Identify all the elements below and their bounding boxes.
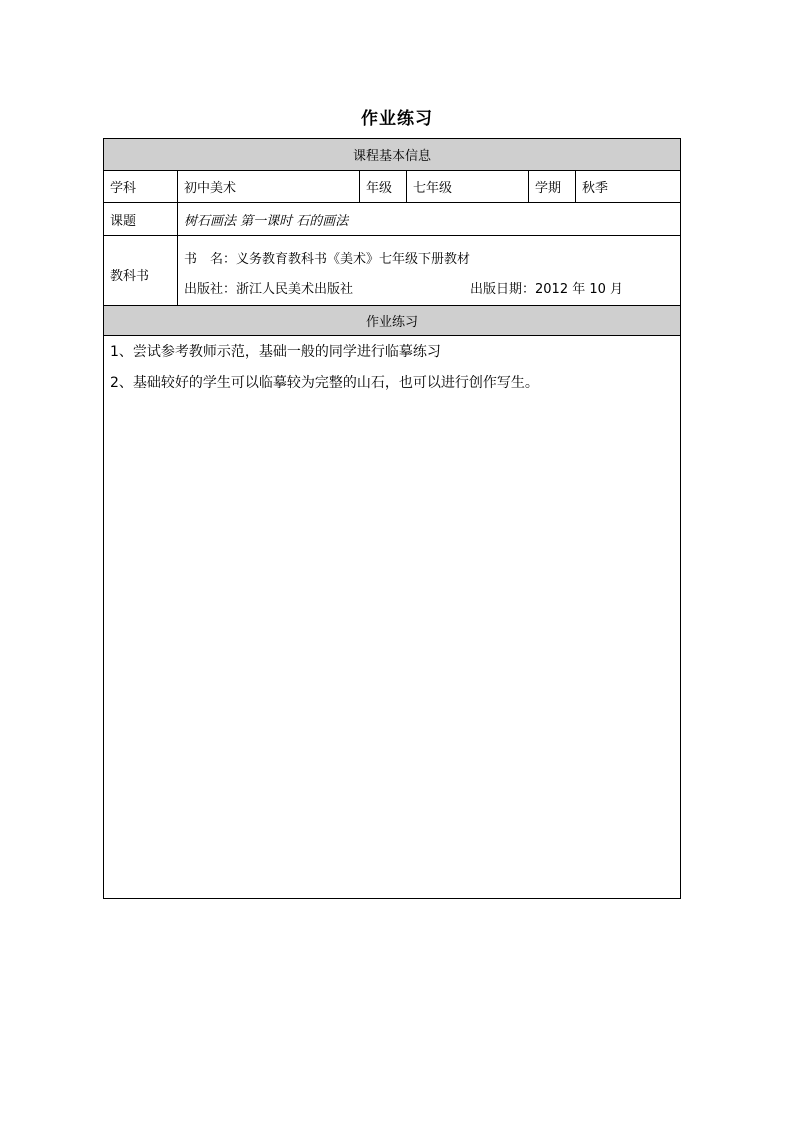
topic-label: 课题 bbox=[104, 203, 178, 236]
term-value: 秋季 bbox=[576, 171, 681, 203]
term-label: 学期 bbox=[529, 171, 576, 203]
publisher-row bbox=[184, 281, 674, 299]
publisher-line: 出版社：浙江人民美术出版社 bbox=[184, 281, 354, 297]
publish-date-line: 出版日期：2012 年 10 月 bbox=[470, 281, 624, 297]
homework-content bbox=[104, 336, 681, 899]
course-info-header: 课程基本信息 bbox=[104, 139, 681, 171]
course-form-table bbox=[103, 138, 681, 899]
homework-header: 作业练习 bbox=[104, 306, 681, 336]
grade-label: 年级 bbox=[360, 171, 407, 203]
subject-value: 初中美术 bbox=[178, 171, 360, 203]
homework-item: 2、基础较好的学生可以临摹较为完整的山石，也可以进行创作写生。 bbox=[110, 375, 539, 391]
textbook-label: 教科书 bbox=[104, 236, 178, 306]
homework-item: 1、尝试参考教师示范，基础一般的同学进行临摹练习 bbox=[110, 344, 441, 360]
page-title: 作业练习 bbox=[361, 109, 433, 129]
subject-label: 学科 bbox=[104, 171, 178, 203]
book-name-line: 书 名：义务教育教科书《美术》七年级下册教材 bbox=[184, 251, 471, 267]
grade-value: 七年级 bbox=[407, 171, 529, 203]
topic-value: 树石画法 第一课时 石的画法 bbox=[178, 203, 681, 236]
textbook-details bbox=[178, 236, 681, 306]
